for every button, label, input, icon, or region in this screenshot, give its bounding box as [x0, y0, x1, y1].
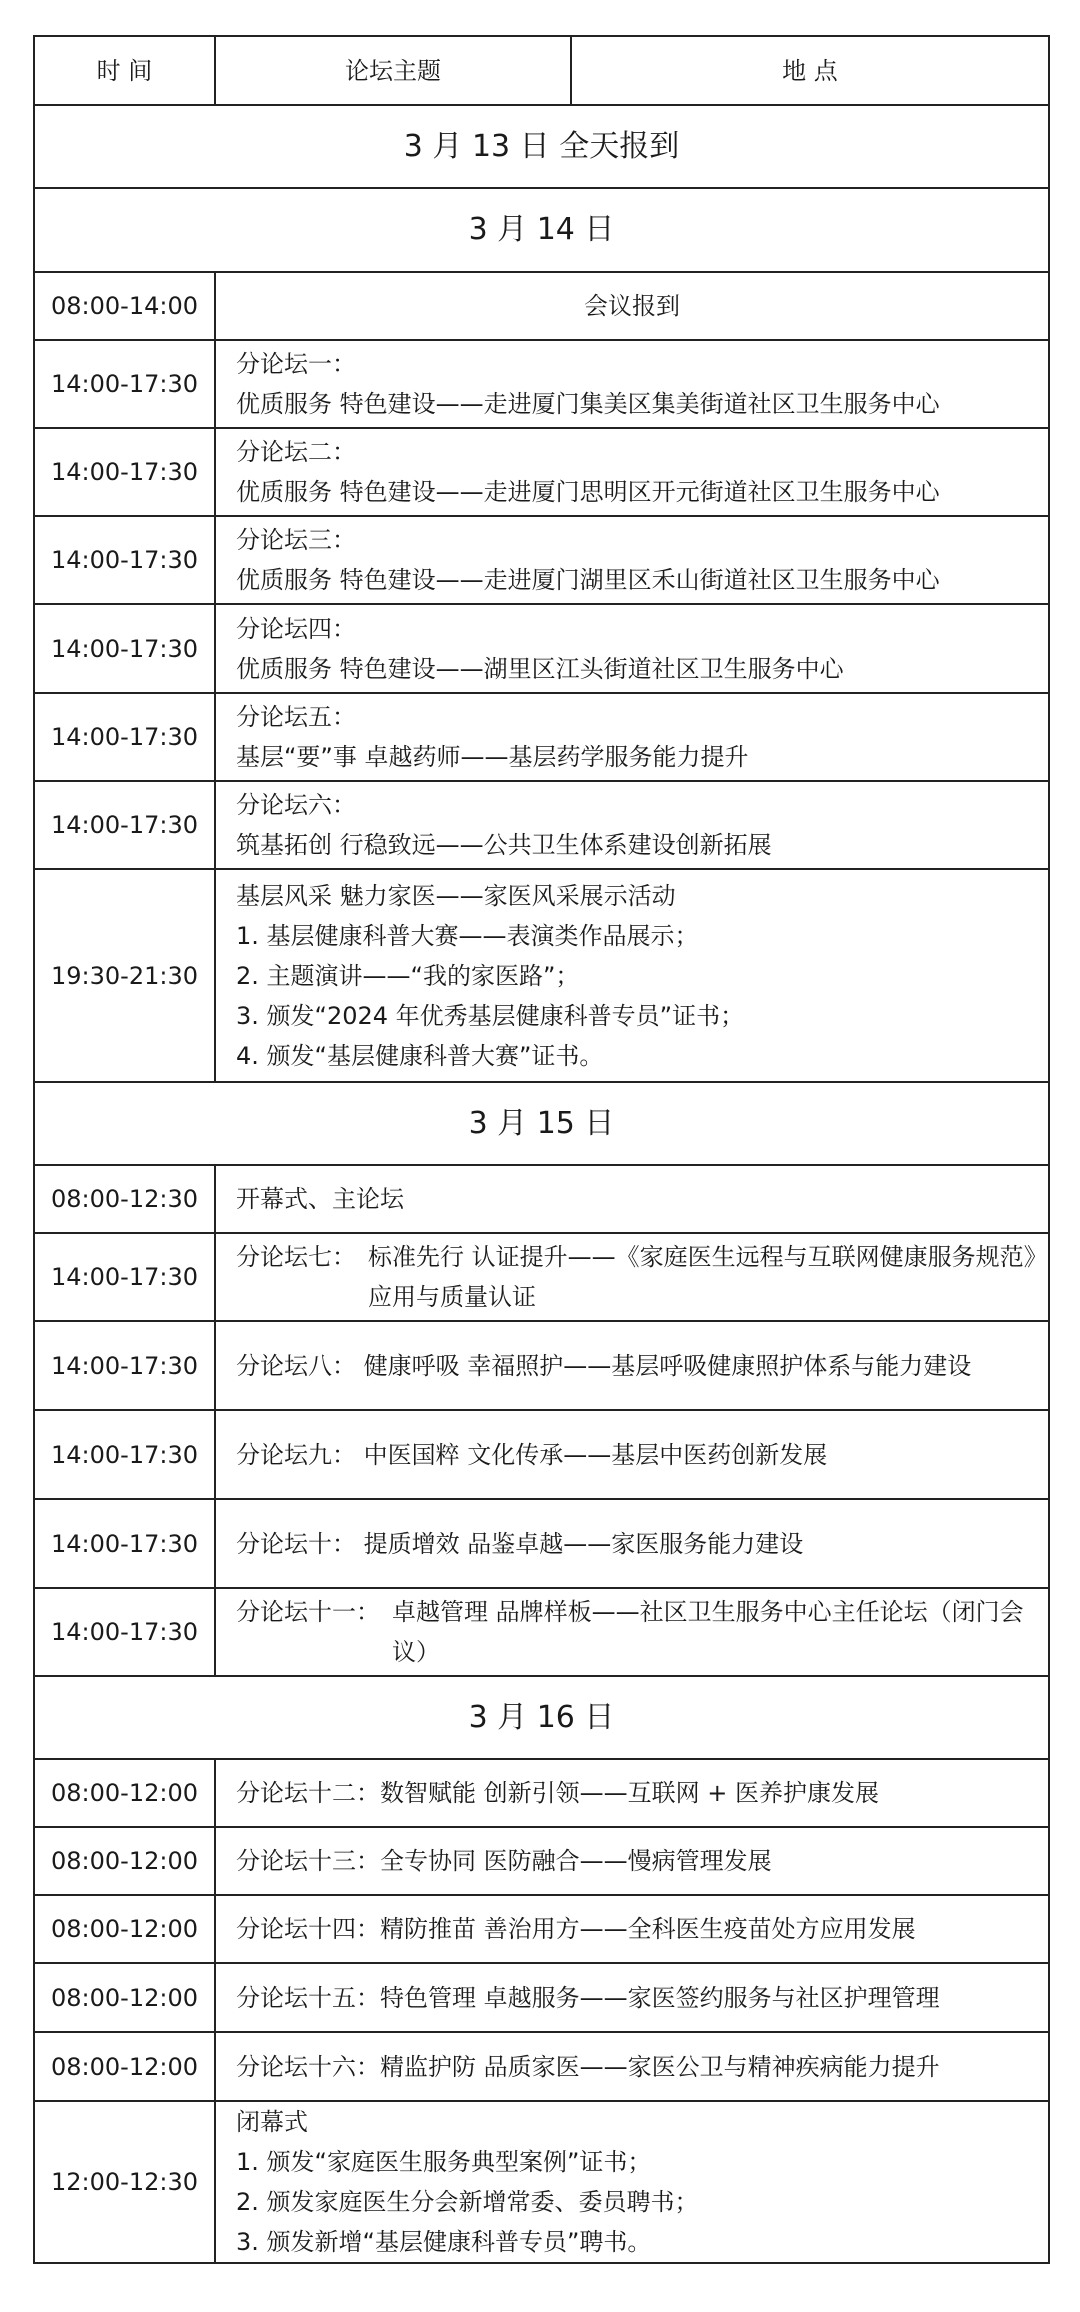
time-cell: 08:00-12:00 — [34, 2032, 215, 2101]
schedule-row — [34, 2101, 1049, 2263]
day-label: 3 月 15 日 — [34, 1082, 1049, 1165]
day-label: 3 月 14 日 — [34, 188, 1049, 272]
topic-line: 基层“要”事 卓越药师——基层药学服务能力提升 — [236, 743, 749, 771]
time-cell: 14:00-17:30 — [34, 1321, 215, 1410]
topic-cell — [215, 1895, 1049, 1963]
topic-line: 分论坛十五：特色管理 卓越服务——家医签约服务与社区护理管理 — [236, 1983, 940, 2012]
topic-cell — [215, 1827, 1049, 1895]
schedule-row — [34, 869, 1049, 1082]
topic-cell — [215, 693, 1049, 781]
topic-line: 优质服务 特色建设——走进厦门集美区集美街道社区卫生服务中心 — [236, 390, 940, 418]
day-row — [34, 1082, 1049, 1165]
topic-line: 分论坛六： — [236, 791, 356, 819]
time-cell: 14:00-17:30 — [34, 781, 215, 869]
topic-cell — [215, 272, 1049, 340]
forum-prefix: 分论坛十一： — [236, 1598, 380, 1626]
time-cell: 14:00-17:30 — [34, 516, 215, 604]
time-cell: 14:00-17:30 — [34, 428, 215, 516]
topic-line: 分论坛五： — [236, 703, 356, 731]
topic-line: 3. 颁发新增“基层健康科普专员”聘书。 — [236, 2228, 652, 2256]
topic-cell — [215, 2032, 1049, 2101]
topic-line: 优质服务 特色建设——走进厦门思明区开元街道社区卫生服务中心 — [236, 478, 940, 506]
schedule-row — [34, 1827, 1049, 1895]
topic-cell — [215, 869, 1049, 1082]
time-cell: 14:00-17:30 — [34, 1410, 215, 1499]
topic-line: 分论坛一： — [236, 350, 356, 378]
schedule-row — [34, 428, 1049, 516]
topic-cell — [215, 340, 1049, 428]
topic-line: 4. 颁发“基层健康科普大赛”证书。 — [236, 1041, 604, 1070]
schedule-row — [34, 1895, 1049, 1963]
topic-line: 3. 颁发“2024 年优秀基层健康科普专员”证书； — [236, 1001, 745, 1030]
time-cell: 08:00-12:00 — [34, 1963, 215, 2032]
schedule-row — [34, 1499, 1049, 1588]
topic-line: 2. 主题演讲——“我的家医路”； — [236, 961, 580, 990]
topic-cell — [215, 1588, 1049, 1676]
topic-cell — [215, 428, 1049, 516]
topic-cell — [215, 1321, 1049, 1410]
schedule-row — [34, 1165, 1049, 1233]
schedule-table — [33, 35, 1050, 2264]
topic-cell — [215, 1499, 1049, 1588]
time-cell: 14:00-17:30 — [34, 1588, 215, 1676]
topic-cell — [215, 1165, 1049, 1233]
day-row — [34, 188, 1049, 272]
schedule-row — [34, 1410, 1049, 1499]
topic-line: 分论坛十三：全专协同 医防融合——慢病管理发展 — [236, 1847, 772, 1875]
topic-cell — [215, 604, 1049, 693]
topic-line: 会议报到 — [584, 292, 680, 320]
topic-line: 筑基拓创 行稳致远——公共卫生体系建设创新拓展 — [236, 831, 772, 859]
topic-line: 优质服务 特色建设——湖里区江头街道社区卫生服务中心 — [236, 654, 844, 683]
topic-line: 分论坛十六：精监护防 品质家医——家医公卫与精神疾病能力提升 — [236, 2052, 940, 2081]
topic-line: 2. 颁发家庭医生分会新增常委、委员聘书； — [236, 2188, 699, 2216]
topic-line: 分论坛十四：精防推苗 善治用方——全科医生疫苗处方应用发展 — [236, 1915, 916, 1943]
topic-cell — [215, 2101, 1049, 2263]
schedule-row — [34, 272, 1049, 340]
time-cell: 19:30-21:30 — [34, 869, 215, 1082]
time-cell: 08:00-12:30 — [34, 1165, 215, 1233]
topic-line: 分论坛八： 健康呼吸 幸福照护——基层呼吸健康照护体系与能力建设 — [236, 1351, 972, 1380]
schedule-row — [34, 781, 1049, 869]
forum-entry — [236, 1237, 1048, 1317]
topic-line: 分论坛二： — [236, 438, 356, 466]
topic-cell — [215, 1233, 1049, 1321]
schedule-row — [34, 1963, 1049, 2032]
time-cell: 14:00-17:30 — [34, 1499, 215, 1588]
header-time: 时 间 — [34, 36, 215, 105]
forum-text: 标准先行 认证提升——《家庭医生远程与互联网健康服务规范》应用与质量认证 — [368, 1243, 1048, 1311]
header-topic: 论坛主题 — [215, 36, 571, 105]
time-cell: 14:00-17:30 — [34, 340, 215, 428]
schedule-row — [34, 1233, 1049, 1321]
day-row — [34, 105, 1049, 188]
topic-cell — [215, 516, 1049, 604]
schedule-row — [34, 1588, 1049, 1676]
time-cell: 14:00-17:30 — [34, 604, 215, 693]
topic-cell — [215, 1759, 1049, 1827]
time-cell: 14:00-17:30 — [34, 1233, 215, 1321]
topic-cell — [215, 781, 1049, 869]
schedule-row — [34, 693, 1049, 781]
topic-line: 优质服务 特色建设——走进厦门湖里区禾山街道社区卫生服务中心 — [236, 566, 940, 594]
header-location: 地 点 — [571, 36, 1049, 105]
time-cell: 08:00-12:00 — [34, 1759, 215, 1827]
schedule-row — [34, 516, 1049, 604]
schedule-row — [34, 340, 1049, 428]
day-label: 3 月 13 日 全天报到 — [34, 105, 1049, 188]
time-cell: 14:00-17:30 — [34, 693, 215, 781]
forum-prefix: 分论坛七： — [236, 1243, 356, 1271]
topic-line: 1. 颁发“家庭医生服务典型案例”证书； — [236, 2148, 652, 2176]
schedule-row — [34, 1321, 1049, 1410]
topic-line: 分论坛四： — [236, 614, 356, 643]
topic-line: 闭幕式 — [236, 2108, 308, 2136]
topic-cell — [215, 1410, 1049, 1499]
topic-line: 分论坛九： 中医国粹 文化传承——基层中医药创新发展 — [236, 1440, 828, 1469]
schedule-row — [34, 2032, 1049, 2101]
topic-cell — [215, 1963, 1049, 2032]
topic-line: 分论坛三： — [236, 526, 356, 554]
topic-line: 开幕式、主论坛 — [236, 1185, 404, 1213]
time-cell: 08:00-12:00 — [34, 1895, 215, 1963]
topic-line: 1. 基层健康科普大赛——表演类作品展示； — [236, 921, 699, 950]
time-cell: 08:00-14:00 — [34, 272, 215, 340]
topic-line: 分论坛十二：数智赋能 创新引领——互联网 + 医养护康发展 — [236, 1779, 879, 1807]
day-row — [34, 1676, 1049, 1759]
schedule-row — [34, 1759, 1049, 1827]
time-cell: 12:00-12:30 — [34, 2101, 215, 2263]
time-cell: 08:00-12:00 — [34, 1827, 215, 1895]
forum-entry — [236, 1592, 1048, 1672]
header-row — [34, 36, 1049, 105]
forum-text: 卓越管理 品牌样板——社区卫生服务中心主任论坛（闭门会议） — [392, 1598, 1024, 1666]
topic-line: 分论坛十： 提质增效 品鉴卓越——家医服务能力建设 — [236, 1529, 804, 1558]
schedule-row — [34, 604, 1049, 693]
day-label: 3 月 16 日 — [34, 1676, 1049, 1759]
topic-line: 基层风采 魅力家医——家医风采展示活动 — [236, 881, 676, 910]
